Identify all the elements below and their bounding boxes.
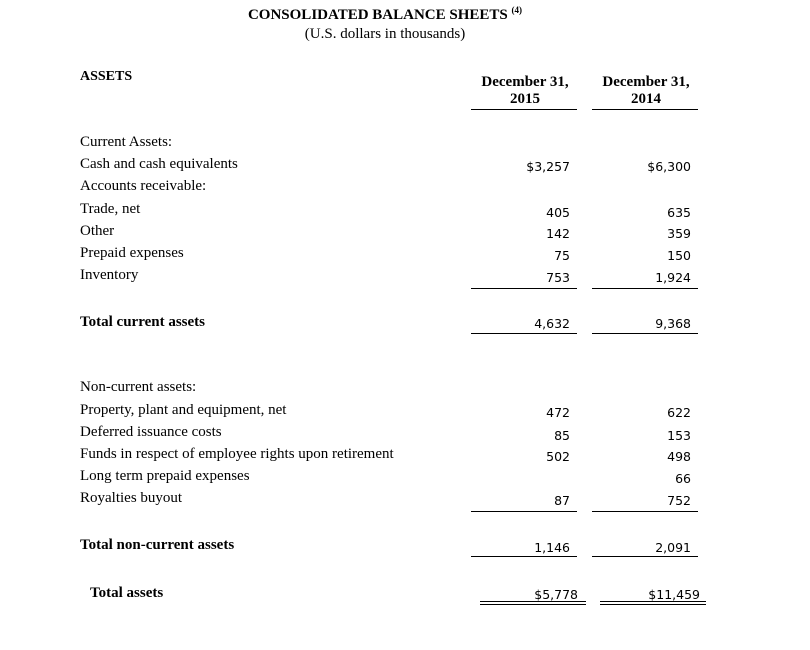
- total-non-current-2014: 2,091: [655, 540, 691, 555]
- total-rule: [471, 556, 577, 557]
- deferred-2014: 153: [667, 428, 691, 443]
- page-subtitle: (U.S. dollars in thousands): [304, 26, 466, 42]
- cash-2015: $3,257: [526, 159, 570, 174]
- column-header-underline: [471, 109, 577, 110]
- long-term-prepaid-2014: 66: [675, 471, 691, 486]
- row-label-prepaid: Prepaid expenses: [80, 245, 184, 261]
- column-header-2015-line2: 2015: [510, 91, 540, 107]
- cash-2014: $6,300: [647, 159, 691, 174]
- total-non-current-2015: 1,146: [534, 540, 570, 555]
- ppe-2014: 622: [667, 405, 691, 420]
- total-current-2014: 9,368: [655, 316, 691, 331]
- column-header-2014-line1: December 31,: [602, 74, 690, 90]
- row-label-total-current-assets: Total current assets: [80, 314, 205, 330]
- double-rule-top: [600, 601, 706, 602]
- row-label-trade: Trade, net: [80, 201, 141, 217]
- funds-2014: 498: [667, 449, 691, 464]
- row-label-inventory: Inventory: [80, 267, 139, 283]
- trade-2015: 405: [546, 205, 570, 220]
- royalties-2015: 87: [554, 493, 570, 508]
- page-title: [0, 5, 770, 24]
- ppe-2015: 472: [546, 405, 570, 420]
- prepaid-2015: 75: [554, 248, 570, 263]
- column-header-2014: [586, 74, 706, 108]
- total-rule: [592, 556, 698, 557]
- row-label-royalties: Royalties buyout: [80, 490, 183, 506]
- row-label-total-assets: Total assets: [90, 585, 164, 601]
- column-header-underline: [592, 109, 698, 110]
- row-label-cash: Cash and cash equivalents: [80, 156, 238, 172]
- column-header-2015-line1: December 31,: [481, 74, 569, 90]
- deferred-2015: 85: [554, 428, 570, 443]
- funds-2015: 502: [546, 449, 570, 464]
- total-assets-2014: $11,459: [648, 587, 700, 602]
- total-rule: [592, 333, 698, 334]
- assets-heading: ASSETS: [80, 69, 133, 84]
- title-text: CONSOLIDATED BALANCE SHEETS: [247, 7, 508, 23]
- row-label-total-non-current-assets: Total non-current assets: [80, 537, 235, 553]
- row-label-long-term-prepaid: Long term prepaid expenses: [80, 468, 250, 484]
- other-2014: 359: [667, 226, 691, 241]
- inventory-2014: 1,924: [655, 270, 691, 285]
- prepaid-2014: 150: [667, 248, 691, 263]
- double-rule-bottom: [480, 604, 586, 605]
- row-label-other: Other: [80, 223, 115, 239]
- column-header-2014-line2: 2014: [631, 91, 661, 107]
- trade-2014: 635: [667, 205, 691, 220]
- royalties-2014: 752: [667, 493, 691, 508]
- accounts-receivable-heading: Accounts receivable:: [80, 178, 207, 194]
- subtotal-rule: [471, 511, 577, 512]
- column-header-2015: [465, 74, 585, 108]
- title-footnote-ref: (4): [511, 5, 523, 15]
- double-rule-top: [480, 601, 586, 602]
- current-assets-heading: Current Assets:: [80, 134, 173, 150]
- subtotal-rule: [592, 288, 698, 289]
- other-2015: 142: [546, 226, 570, 241]
- row-label-ppe: Property, plant and equipment, net: [80, 402, 287, 418]
- inventory-2015: 753: [546, 270, 570, 285]
- total-rule: [471, 333, 577, 334]
- total-assets-2015: $5,778: [534, 587, 578, 602]
- row-label-deferred: Deferred issuance costs: [80, 424, 222, 440]
- row-label-funds: Funds in respect of employee rights upon retirement: [80, 446, 394, 462]
- subtotal-rule: [592, 511, 698, 512]
- non-current-assets-heading: Non-current assets:: [80, 379, 197, 395]
- double-rule-bottom: [600, 604, 706, 605]
- total-current-2015: 4,632: [534, 316, 570, 331]
- subtotal-rule: [471, 288, 577, 289]
